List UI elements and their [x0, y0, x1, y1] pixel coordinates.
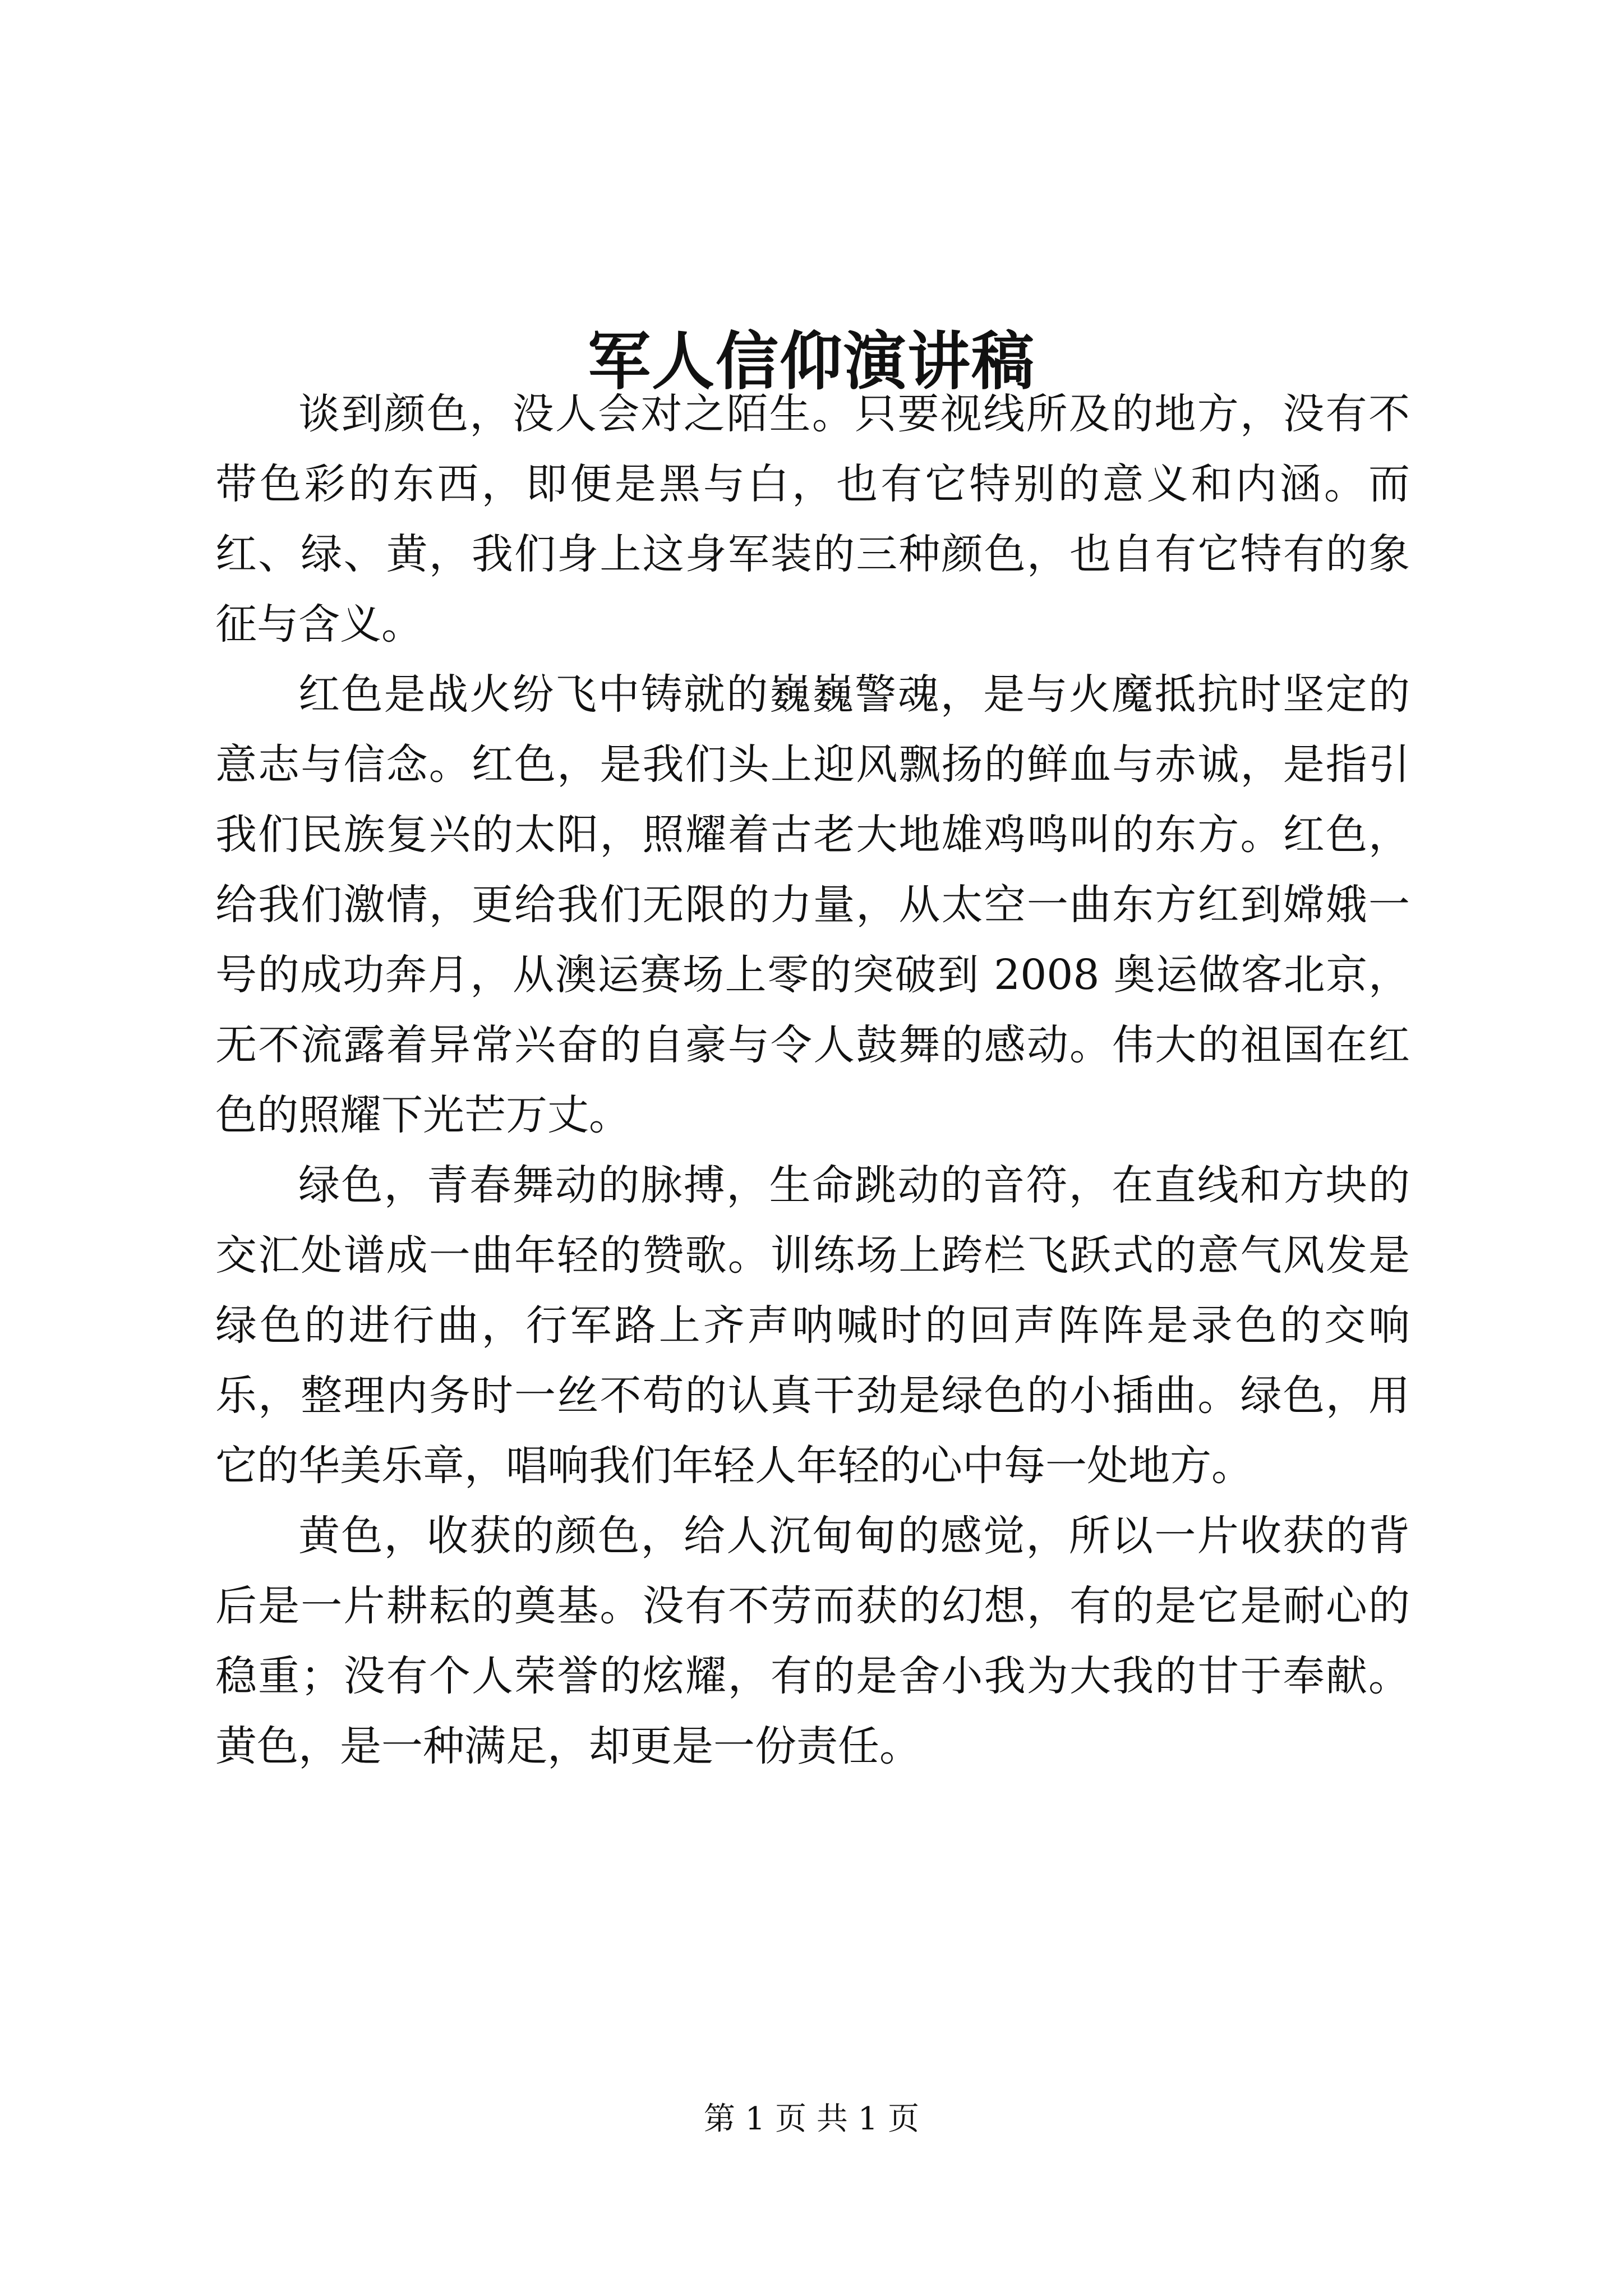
paragraph-yellow: 黄色，收获的颜色，给人沉甸甸的感觉，所以一片收获的背后是一片耕耘的奠基。没有不劳而获的幻想，有的是它是耐心的稳重；没有个人荣誉的炫耀，有的是舍小我为大我的甘于奉献。黄色，是一种满足，却更是一份责任。 [215, 1512, 1410, 1770]
document-body [215, 379, 1410, 1782]
document-title: 军人信仰演讲稿 [588, 325, 1035, 399]
paragraph-green: 绿色，青春舞动的脉搏，生命跳动的音符，在直线和方块的交汇处谱成一曲年轻的赞歌。训练场上跨栏飞跃式的意气风发是绿色的进行曲，行军路上齐声呐喊时的回声阵阵是录色的交响乐，整理内务时一丝不苟的认真干劲是绿色的小插曲。绿色，用它的华美乐章，唱响我们年轻人年轻的心中每一处地方。 [215, 1161, 1410, 1490]
paragraph-red: 红色是战火纷飞中铸就的巍巍警魂，是与火魔抵抗时坚定的意志与信念。红色，是我们头上迎风飘扬的鲜血与赤诚，是指引我们民族复兴的太阳，照耀着古老大地雄鸡鸣叫的东方。红色，给我们激情，更给我们无限的力量，从太空一曲东方红到嫦娥一号的成功奔月，从澳运赛场上零的突破到 2008 奥运做客北京，无不流露着异常兴奋的自豪与令人鼓舞的感动。伟大的祖国在红色的照耀下光芒万丈。 [215, 670, 1410, 1139]
paragraph-intro: 谈到颜色，没人会对之陌生。只要视线所及的地方，没有不带色彩的东西，即便是黑与白，也有它特别的意义和内涵。而红、绿、黄，我们身上这身军装的三种颜色，也自有它特有的象征与含义。 [215, 390, 1410, 648]
page-footer: 第 1 页 共 1 页 [703, 2101, 920, 2137]
